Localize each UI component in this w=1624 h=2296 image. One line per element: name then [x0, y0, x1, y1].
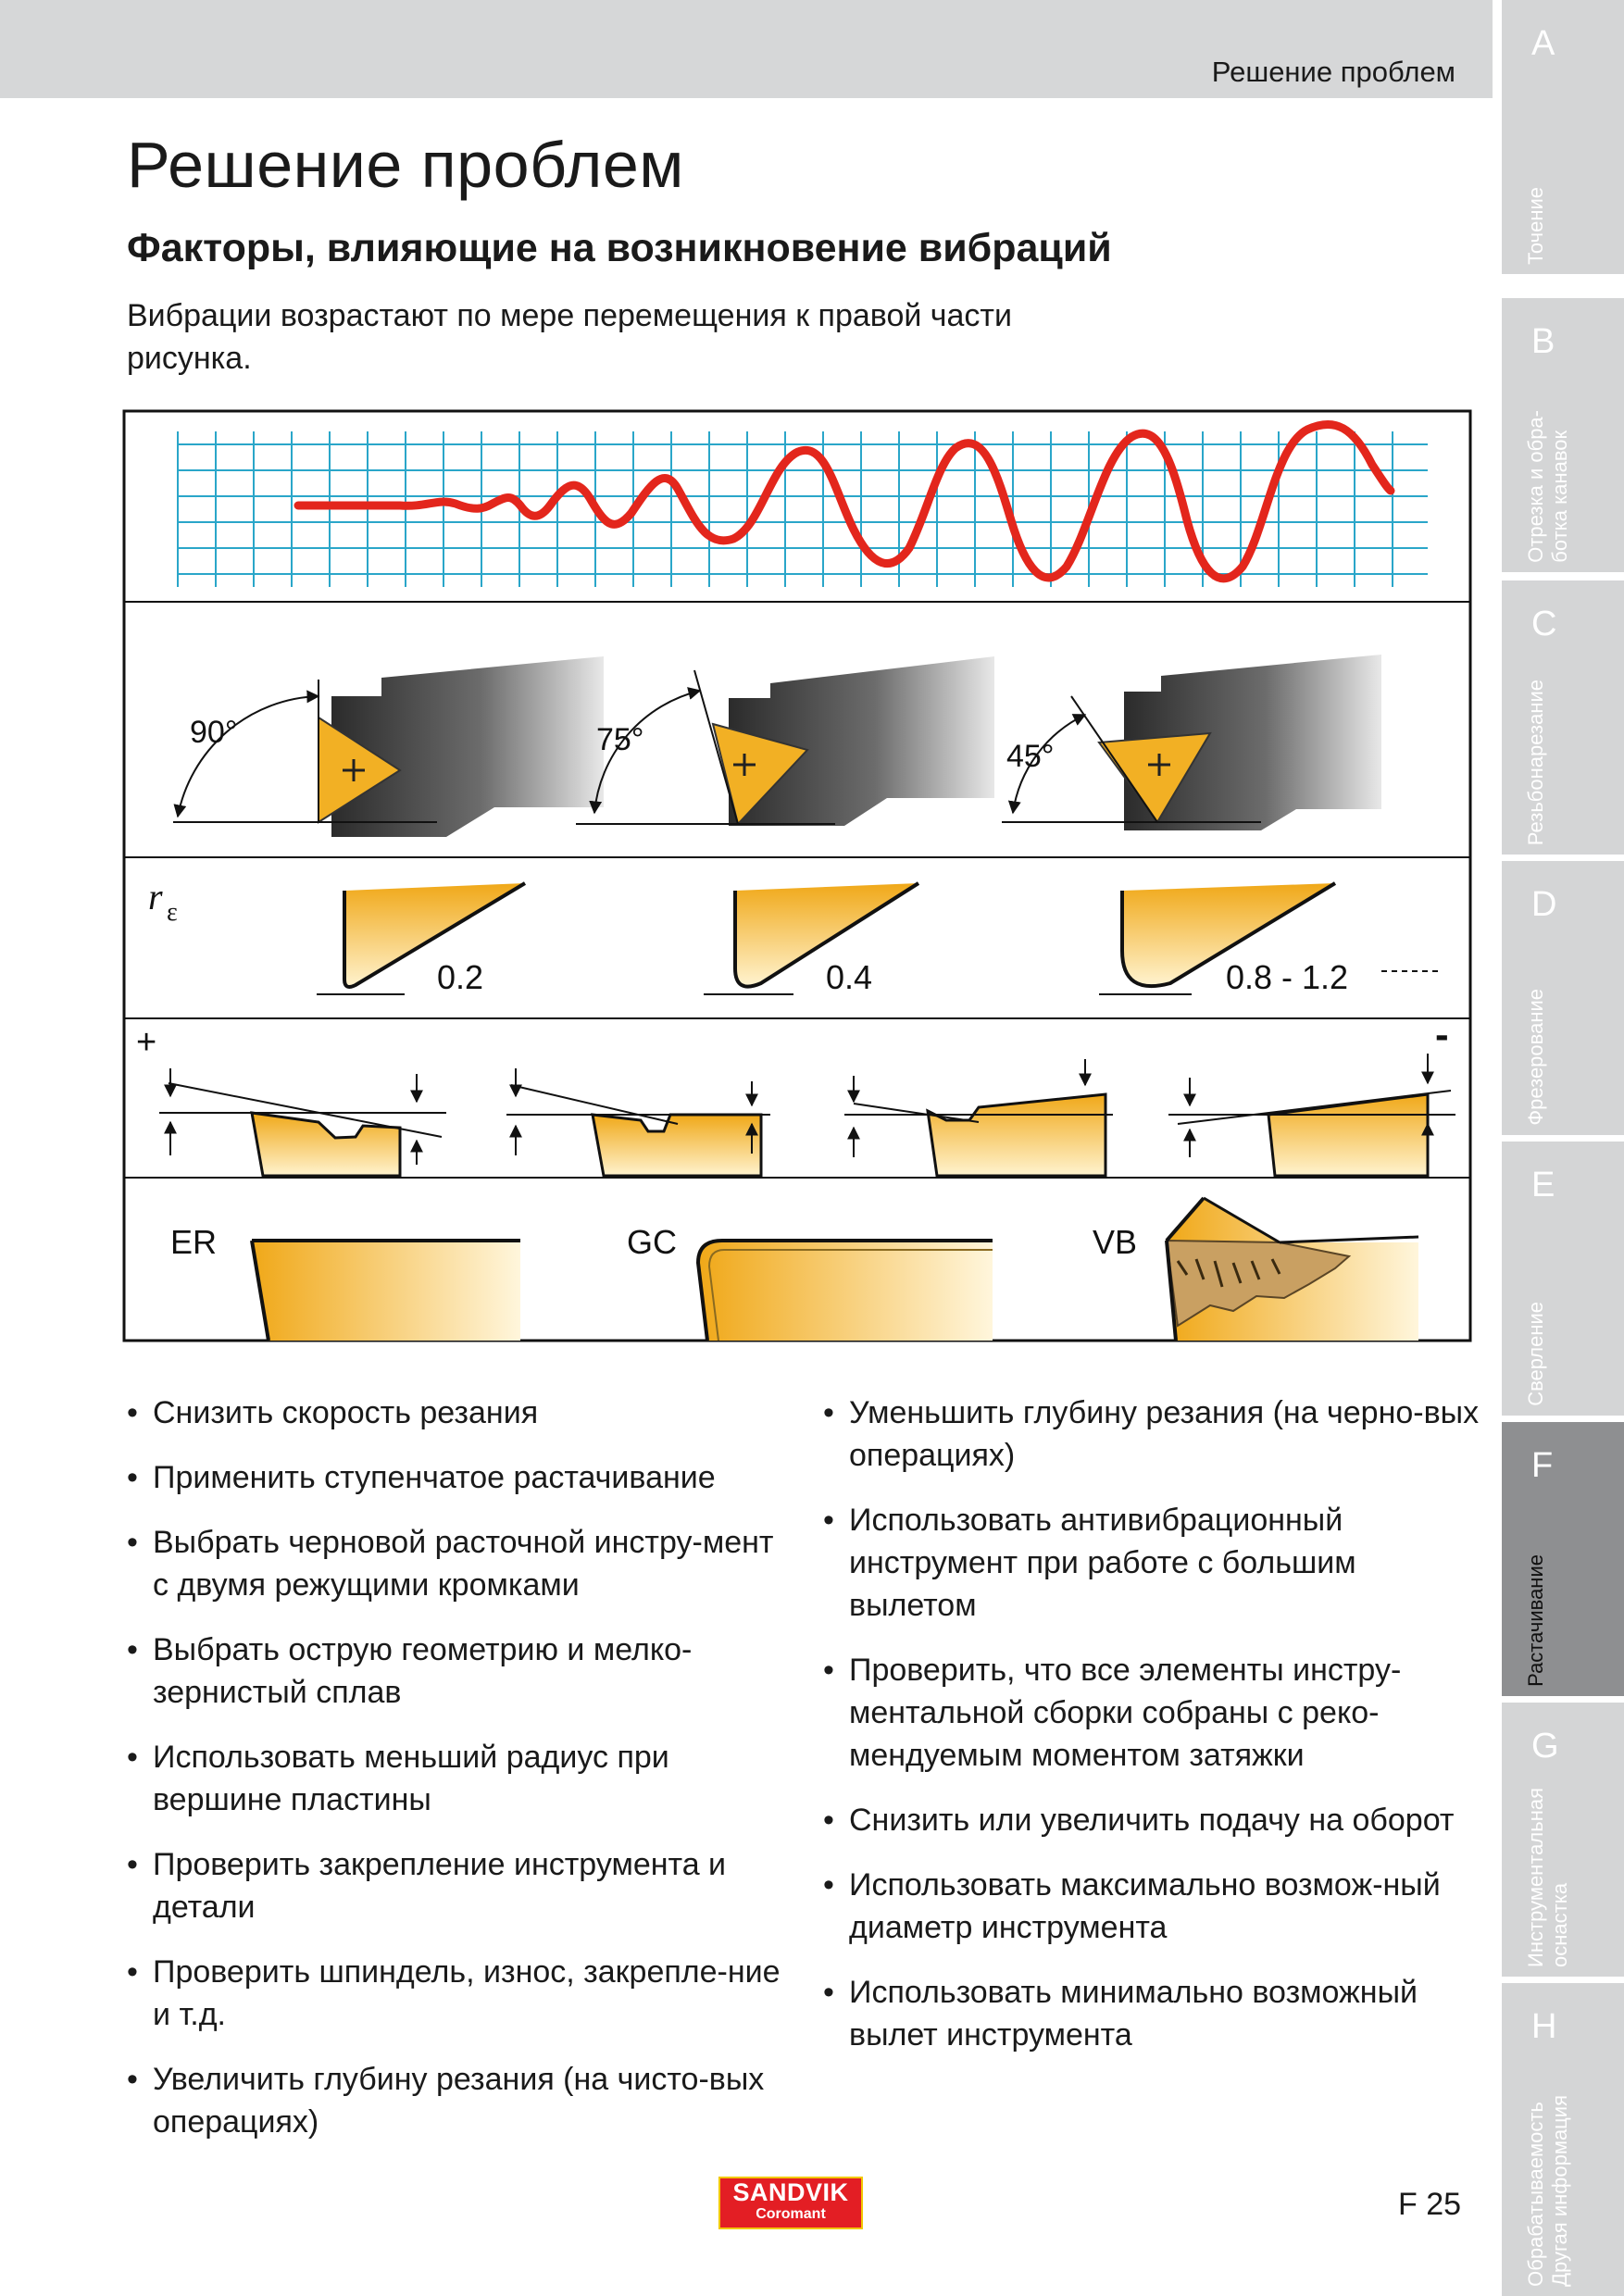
edge-label-vb: VB	[1093, 1223, 1138, 1261]
list-item: • Использовать меньший радиус при вершине пластины	[127, 1736, 793, 1821]
recommendations-right	[823, 1391, 1490, 2078]
rake-positive-low	[506, 1068, 770, 1176]
section-tab-g[interactable]	[1502, 1703, 1624, 1977]
rake-minus-sign: -	[1435, 1012, 1449, 1057]
edge-label-er: ER	[170, 1223, 218, 1261]
tab-letter: G	[1531, 1727, 1559, 1766]
radius-label-04: 0.4	[826, 958, 873, 996]
radius-label-02: 0.2	[437, 958, 484, 996]
header-bar	[0, 0, 1493, 98]
tab-letter: B	[1531, 322, 1555, 361]
tab-letter: A	[1531, 24, 1555, 63]
tab-label: Обрабатываемость Другая информация	[1524, 2095, 1571, 2287]
list-item: • Уменьшить глубину резания (на черно-вых операциях)	[823, 1391, 1490, 1477]
rake-neutral	[844, 1059, 1113, 1176]
logo-brand: SANDVIK	[732, 2178, 849, 2206]
tab-letter: H	[1531, 2007, 1557, 2046]
angle-label-90: 90°	[190, 715, 238, 750]
list-item: • Выбрать острую геометрию и мелко-зернистый сплав	[127, 1628, 793, 1714]
vibration-wave	[298, 424, 1391, 578]
rake-plus-sign: +	[136, 1023, 157, 1062]
list-item: • Проверить шпиндель, износ, закрепле-ние и т.д.	[127, 1951, 793, 2036]
list-item: • Снизить или увеличить подачу на оборот	[823, 1799, 1490, 1841]
vibration-factors-figure	[122, 409, 1472, 1342]
figure-svg	[122, 409, 1472, 1342]
logo-subbrand: Coromant	[720, 2206, 861, 2223]
page-subtitle: Факторы, влияющие на возникновение вибраций	[127, 226, 1112, 270]
edge-gc	[698, 1241, 993, 1341]
edge-label-gc: GC	[627, 1223, 677, 1261]
list-item: • Применить ступенчатое растачивание	[127, 1456, 793, 1499]
intro-text: Вибрации возрастают по мере перемещения к правой части рисунка.	[127, 298, 1012, 376]
radius-label-08-12: 0.8 - 1.2	[1226, 958, 1349, 996]
list-item: • Использовать максимально возмож-ный диаметр инструмента	[823, 1864, 1490, 1949]
sandvik-coromant-logo	[718, 2177, 863, 2229]
section-tab-h[interactable]	[1502, 1983, 1624, 2296]
page-number: F 25	[1398, 2187, 1462, 2222]
radius-symbol: r	[148, 876, 163, 917]
tab-label: Фрезерование	[1524, 989, 1547, 1126]
tab-label: Точение	[1524, 187, 1547, 265]
section-tab-a[interactable]	[1502, 0, 1624, 274]
list-item: • Проверить, что все элементы инстру-ментальной сборки собраны с реко-мендуемым моментом затяжки	[823, 1649, 1490, 1777]
section-tabs	[1502, 0, 1624, 2296]
tab-letter: F	[1531, 1446, 1554, 1485]
list-item: • Проверить закрепление инструмента и детали	[127, 1843, 793, 1928]
tab-label: Сверление	[1524, 1302, 1547, 1406]
tab-label: Растачивание	[1524, 1554, 1547, 1687]
tab-letter: D	[1531, 885, 1557, 924]
radius-subscript: ε	[167, 898, 178, 927]
section-tab-d[interactable]	[1502, 861, 1624, 1135]
rake-positive-high	[159, 1068, 446, 1176]
section-tab-b[interactable]	[1502, 298, 1624, 572]
nose-radius-04	[704, 883, 918, 994]
entering-angle-45	[1002, 655, 1381, 830]
list-item: • Снизить скорость резания	[127, 1391, 793, 1434]
edge-er	[252, 1241, 520, 1341]
tab-label: Отрезка и обра- ботка канавок	[1524, 410, 1571, 563]
section-tab-c[interactable]	[1502, 580, 1624, 855]
recommendations-left	[127, 1391, 793, 2165]
section-tab-e[interactable]	[1502, 1142, 1624, 1416]
list-item: • Увеличить глубину резания (на чисто-вых операциях)	[127, 2058, 793, 2143]
edge-vb	[1167, 1198, 1418, 1341]
tab-label: Резьбонарезание	[1524, 679, 1547, 845]
angle-label-75: 75°	[596, 722, 644, 757]
tab-letter: C	[1531, 605, 1557, 643]
tab-label: Инструментальная оснастка	[1524, 1788, 1571, 1967]
page-title: Решение проблем	[127, 129, 684, 201]
list-item: • Использовать минимально возможный вылет инструмента	[823, 1971, 1490, 2056]
figure-frame	[124, 411, 1470, 1341]
angle-label-45: 45°	[1006, 739, 1055, 774]
nose-radius-02	[317, 883, 525, 994]
tab-letter: E	[1531, 1166, 1555, 1204]
list-item: • Использовать антивибрационный инструмент при работе с большим вылетом	[823, 1499, 1490, 1627]
rake-negative	[1168, 1054, 1455, 1176]
running-title: Решение проблем	[1211, 56, 1455, 88]
entering-angle-90	[173, 656, 604, 837]
list-item: • Выбрать черновой расточной инстру-мент с двумя режущими кромками	[127, 1521, 793, 1606]
section-tab-f[interactable]	[1502, 1422, 1624, 1696]
